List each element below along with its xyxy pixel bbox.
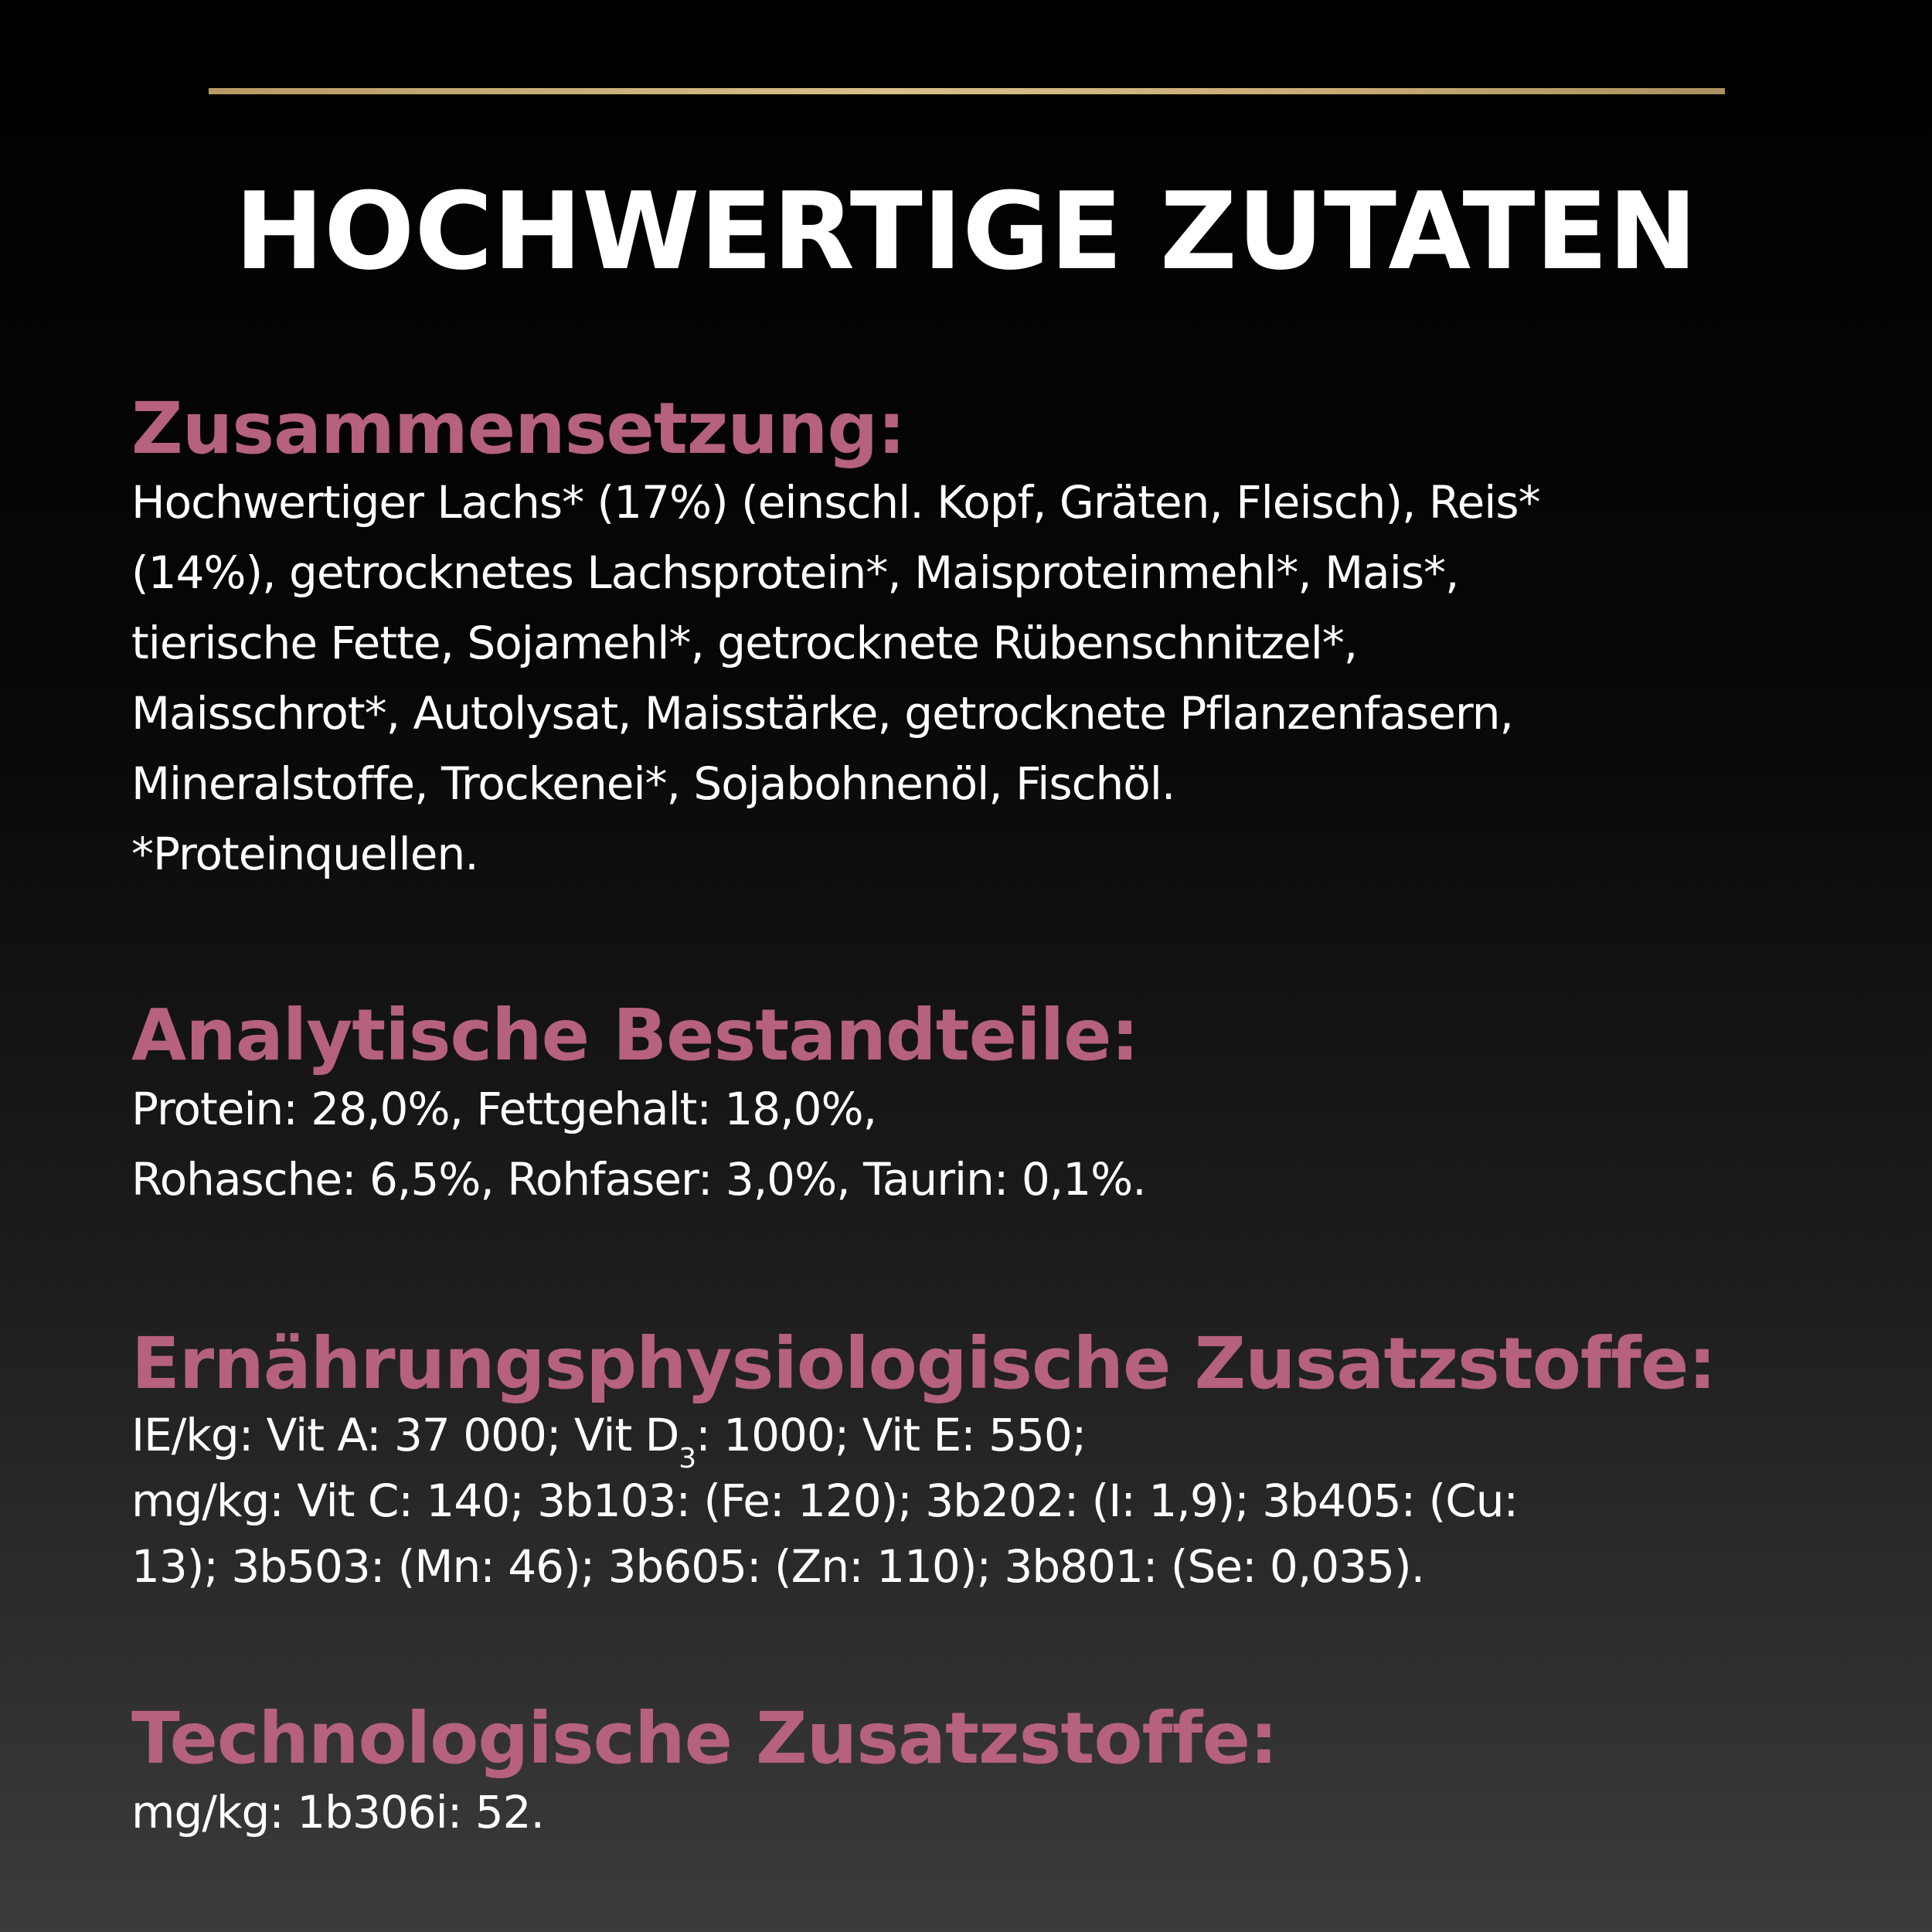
page-title: HOCHWERTIGE ZUTATEN xyxy=(234,169,1698,294)
composition-line: Mineralstoffe, Trockenei*, Sojabohnenöl, Fischöl. xyxy=(131,757,1175,810)
composition-section xyxy=(131,387,1816,889)
analytic-line: Rohasche: 6,5%, Rohfaser: 3,0%, Taurin: 0,1%. xyxy=(131,1153,1146,1206)
nutritional-additives-text xyxy=(131,1403,1816,1600)
additives-line-iu-end: : 1000; Vit E: 550; xyxy=(696,1409,1087,1461)
additives-line-iu xyxy=(131,1403,1816,1475)
technological-line: mg/kg: 1b306i: 52. xyxy=(131,1786,544,1838)
vitamin-d-subscript: 3 xyxy=(679,1443,696,1475)
composition-line: (14%), getrocknetes Lachsprotein*, Maisproteinmehl*, Mais*, xyxy=(131,546,1459,599)
nutritional-additives-section xyxy=(131,1322,1816,1600)
additives-line-iu-start: IE/kg: Vit A: 37 000; Vit D xyxy=(131,1409,679,1461)
composition-text xyxy=(131,468,1816,889)
composition-footnote: *Proteinquellen. xyxy=(131,828,478,880)
technological-additives-text xyxy=(131,1777,1816,1848)
additives-line: mg/kg: Vit C: 140; 3b103: (Fe: 120); 3b202: (I: 1,9); 3b405: (Cu: xyxy=(131,1475,1519,1527)
additives-line: 13); 3b503: (Mn: 46); 3b605: (Zn: 110); 3b801: (Se: 0,035). xyxy=(131,1540,1425,1593)
nutritional-additives-heading: Ernährungsphysiologische Zusatzstoffe: xyxy=(131,1322,1716,1405)
gold-divider xyxy=(209,88,1725,94)
analytic-section xyxy=(131,994,1816,1215)
analytic-heading: Analytische Bestandteile: xyxy=(131,994,1139,1077)
composition-line: Hochwertiger Lachs* (17%) (einschl. Kopf, Gräten, Fleisch), Reis* xyxy=(131,476,1540,529)
composition-heading: Zusammensetzung: xyxy=(131,387,905,470)
analytic-text xyxy=(131,1074,1816,1215)
technological-additives-section xyxy=(131,1697,1816,1848)
composition-line: tierische Fette, Sojamehl*, getrocknete Rübenschnitzel*, xyxy=(131,617,1358,669)
technological-additives-heading: Technologische Zusatzstoffe: xyxy=(131,1697,1277,1780)
composition-line: Maisschrot*, Autolysat, Maisstärke, getrocknete Pflanzenfasern, xyxy=(131,687,1513,740)
analytic-line: Protein: 28,0%, Fettgehalt: 18,0%, xyxy=(131,1083,877,1135)
